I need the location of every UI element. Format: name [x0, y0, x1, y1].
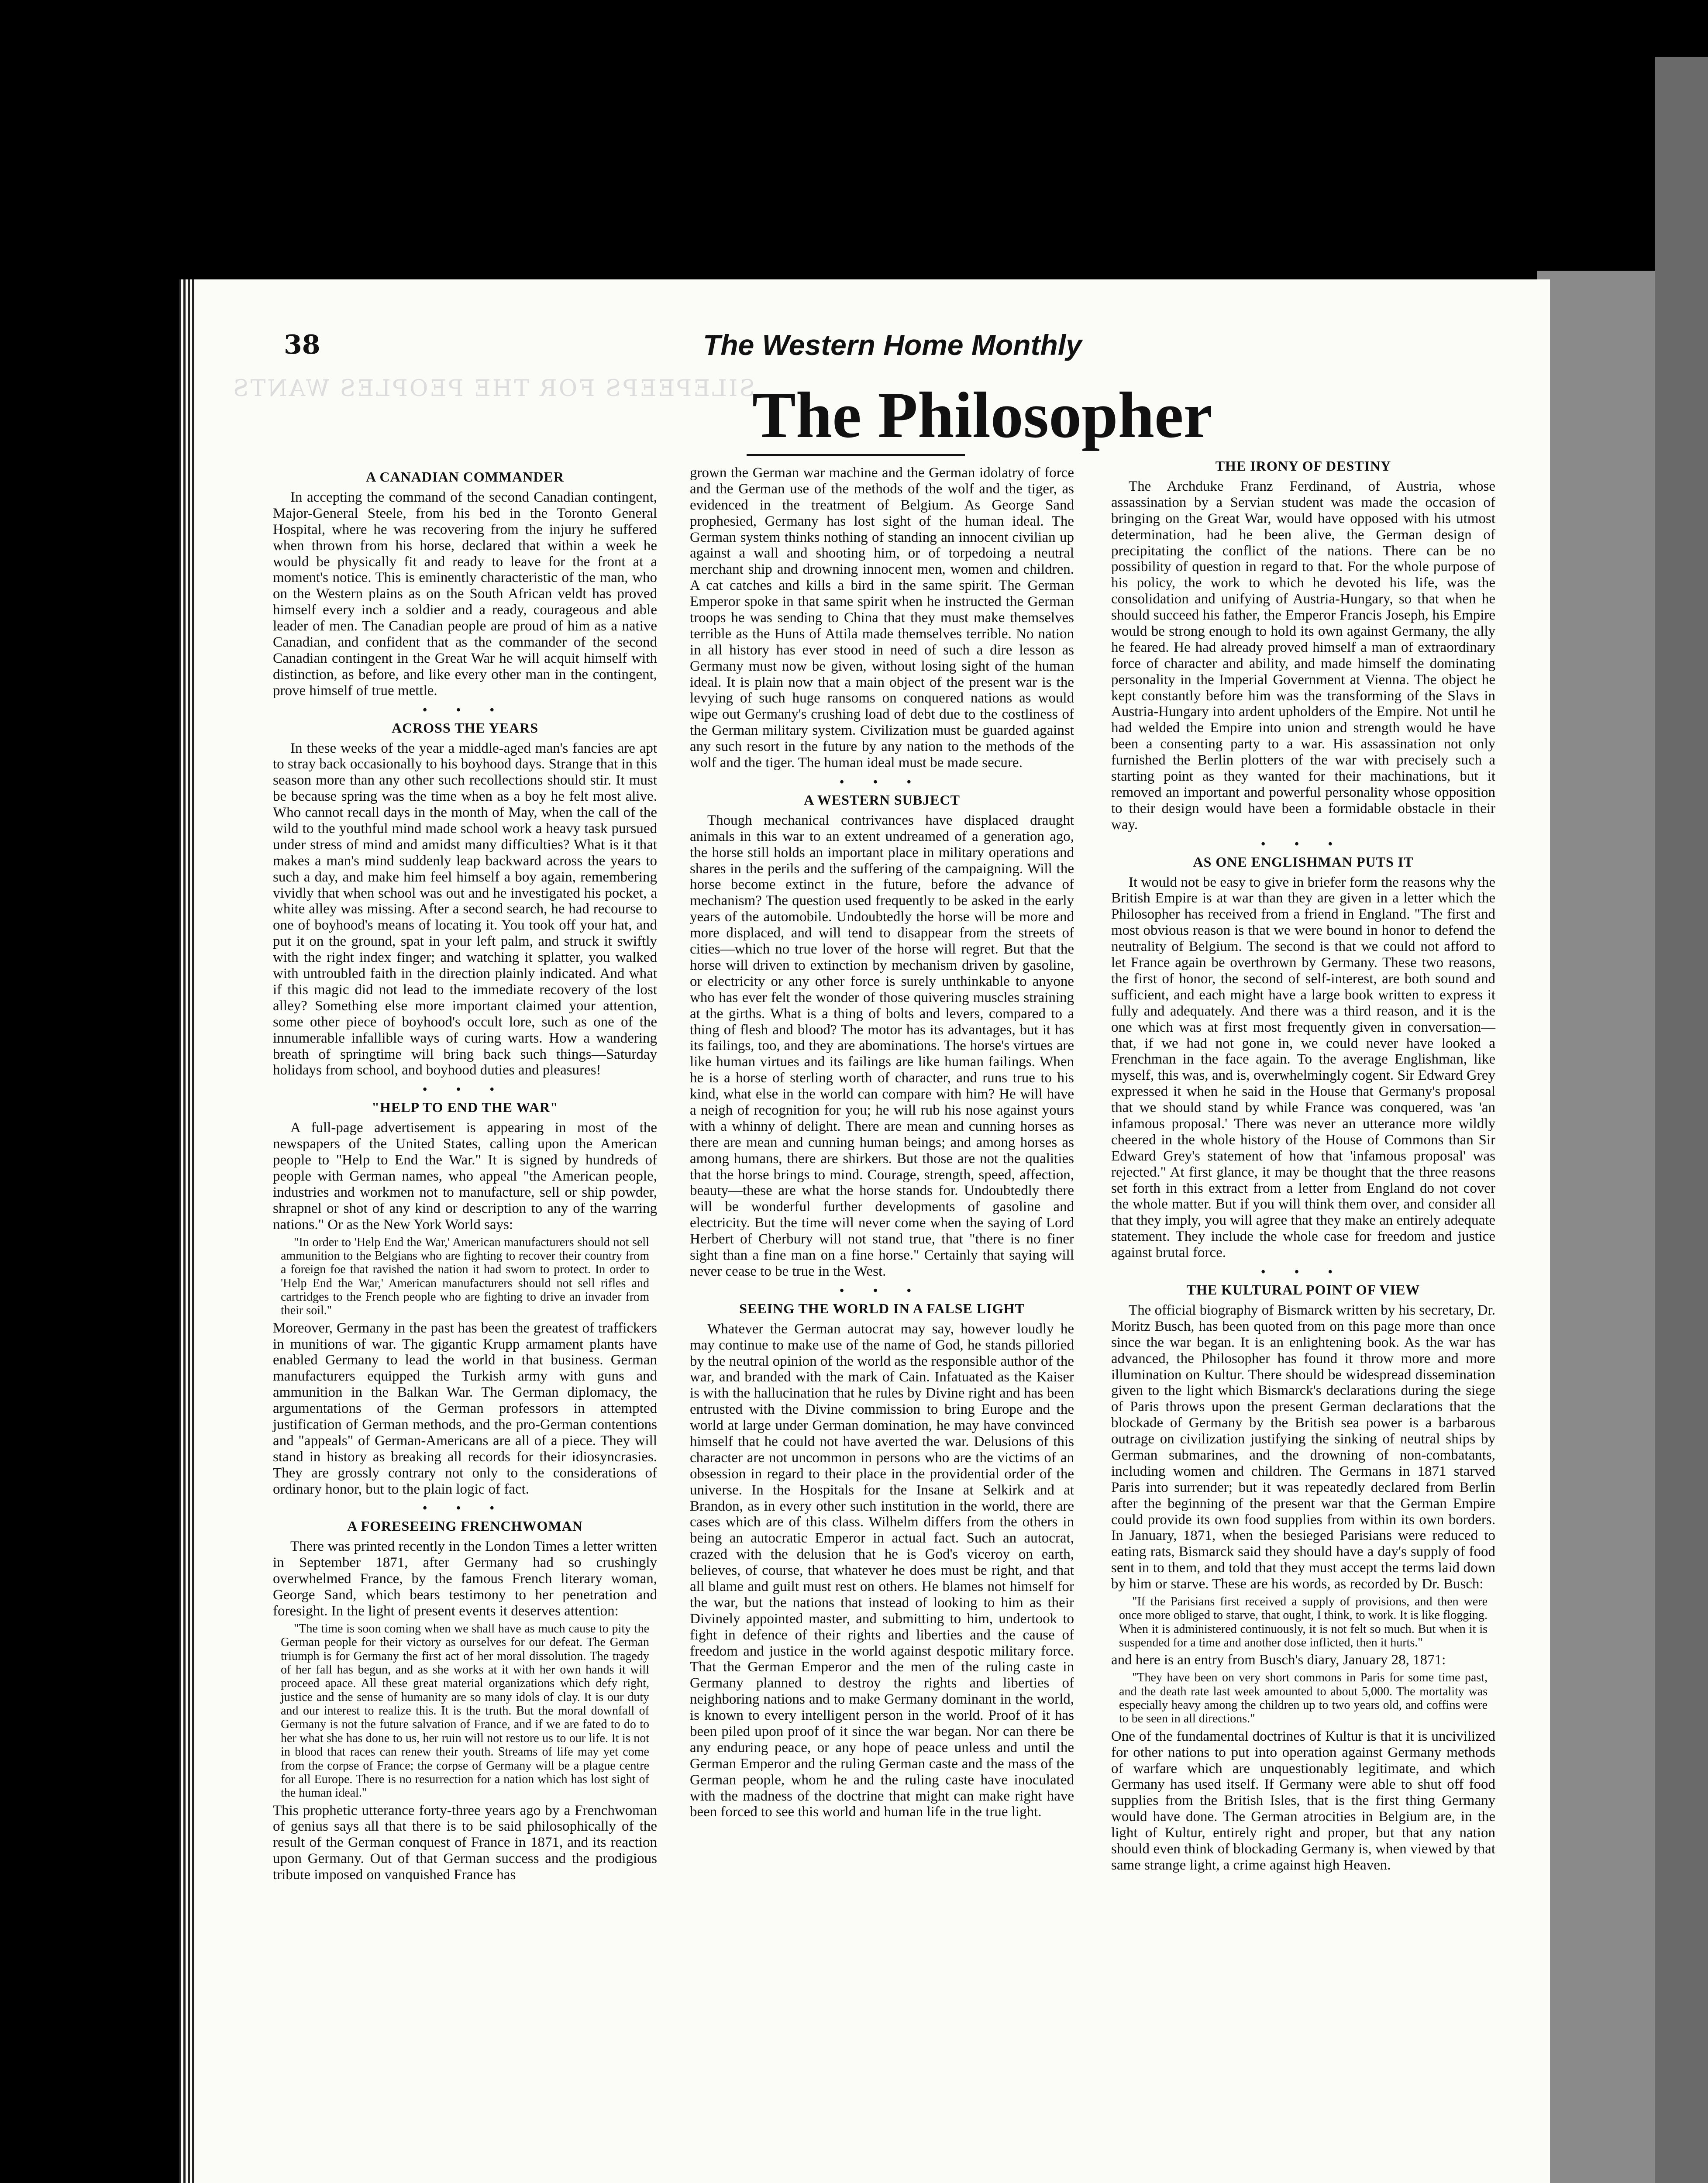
block-quote: "If the Parisians first received a supply of provisions, and then were once more obliged to starve, that ought, I think, to work. It is like flogging. When it is administered continuously, it is not felt so much. But when it is suspended for a time and another dose inflicted, then it hurts.": [1119, 1595, 1488, 1650]
separator: • • •: [840, 775, 924, 789]
separator: • • •: [1261, 837, 1346, 851]
paragraph: The official biography of Bismarck written by his secretary, Dr. Moritz Busch, has been quoted from on this page more than once since the war began. It is an enlightening book. As the war has advanced, the Philosopher has found it throw more and more illumination on Kultur. There should be widespread dissemination given to the light which Bismarck's declarations during the siege of Paris throws upon the present German declarations that the blockade of Germany by the British sea power is a barbarous outrage on civilization justifying the sinking of neutral ships by German submarines, and the drowning of non-combatants, including women and children. The Germans in 1871 starved Paris into surrender; but it was repeatedly declared from Berlin after the beginning of the present war that the German Empire could provide its own food supplies from within its own borders. In January, 1871, when the besieged Parisians were reduced to eating rats, Bismarck said they should have a day's supply of food sent in to them, and told that they must accept the terms laid down by him or starve. These are his words, as recorded by Dr. Busch:: [1111, 1302, 1495, 1592]
section-heading: THE KULTURAL POINT OF VIEW: [1186, 1281, 1420, 1298]
paragraph: grown the German war machine and the German idolatry of force and the German use of the methods of the wolf and the tiger, as evidenced in the treatment of Belgium. As George Sand prophesied, Germany has lost sight of the human ideal. The German system thinks nothing of standing an innocent civilian up against a wall and shooting him, or of torpedoing a neutral merchant ship and drowning innocent men, women and children. A cat catches and kills a bird in the same spirit. The German Emperor spoke in that same spirit when he instructed the German troops he was sending to China that they must make themselves terrible as the Huns of Attila made themselves terrible. No nation in all history has ever stood in need of such a dire lesson as Germany must now be given, without losing sight of the human ideal. It is plain now that a main object of the present war is the levying of such huge ransoms on conquered nations as would wipe out Germany's crushing load of debt due to the costliness of the German military system. Civilization must be guarded against any such resort in the future by any nation to the methods of the wolf and the tiger. The human ideal must be made secure.: [690, 465, 1074, 771]
block-quote: "The time is soon coming when we shall have as much cause to pity the German people for their victory as ourselves for our defeat. The German triumph is for Germany the first act of her moral dissolution. The tragedy of her fall has begun, and as she works at it with her own hands it will proceed apace. All these great material organizations which defy right, justice and the sense of humanity are so many idols of clay. It is our duty and our interest to realize this. It is the truth. But the moral downfall of Germany is not the future salvation of France, and if we are fated to do to her what she has done to us, her ruin will not restore us to our life. It is not in blood that races can renew their youth. Streams of life may yet come from the corpse of France; the corpse of Germany will be a plague centre for all Europe. There is no resurrection for a nation which has lost sight of the human ideal.": [281, 1622, 649, 1800]
section-heading: A WESTERN SUBJECT: [804, 792, 960, 808]
scanner-frame: [1655, 57, 1708, 2183]
block-quote: "They have been on very short commons in Paris for some time past, and the death rate last week amounted to about 5,000. The mortality was especially heavy among the children up to two years old, and coffins were to be seen in all directions.": [1119, 1671, 1488, 1726]
paragraph: It would not be easy to give in briefer form the reasons why the British Empire is at war than they are given in a letter which the Philosopher has received from a friend in England. "The first and most obvious reason is that we were bound in honor to defend the neutrality of Belgium. The second is that we could not afford to let France again be overthrown by Germany. These two reasons, the first of honor, the second of self-interest, are both sound and sufficient, and each might have a large book written to express it fully and adequately. And there was a third reason, and it is the one which was at first most frequently given in conversation—that, if we had not gone in, we could never have looked a Frenchman in the face again. To the average Englishman, like myself, this was, and is, overwhelmingly cogent. Sir Edward Grey expressed it when he said in the House that Germany's proposal that we should stand by while France was conquered, was 'an infamous proposal.' There was never an utterance more wildly cheered in the whole history of the House of Commons than Sir Edward Grey's statement of how that 'infamous proposal' was rejected." At first glance, it may be thought that the three reasons set forth in this extract from a letter from England do not cover the whole matter. But if you will think them over, and consider all that they imply, you will agree that they make an entirely adequate statement. They include the whole case for freedom and justice against brutal force.: [1111, 874, 1495, 1261]
section-heading: "HELP TO END THE WAR": [372, 1099, 558, 1116]
column-2: [690, 465, 1074, 1820]
paragraph: One of the fundamental doctrines of Kultur is that it is uncivilized for other nations to put into operation against Germany methods of warfare which are unquestionably legitimate, and which Germany has used itself. If Germany were able to shut off food supplies from the British Isles, that is the first thing Germany would have done. The German atrocities in Belgium are, in the light of Kultur, entirely right and proper, but that any nation should even think of blockading Germany is, when viewed by that same strange light, a crime against high Heaven.: [1111, 1728, 1495, 1873]
section-heading: ACROSS THE YEARS: [391, 720, 539, 736]
section-heading: A FORESEEING FRENCHWOMAN: [347, 1518, 583, 1534]
page-number: 38: [284, 330, 320, 360]
page-binding-edge: [179, 279, 196, 2183]
paragraph: Though mechanical contrivances have displaced draught animals in this war to an extent undreamed of a generation ago, the horse still holds an important place in military operations and shares in the perils and the suffering of the campaigning. Will the horse become extinct in the future, before the advance of mechanism? The question used frequently to be asked in the early years of the automobile. Undoubtedly the horse will be more and more displaced, and will tend to disappear from the streets of cities—which no true lover of the horse will regret. But that the horse will driven to extinction by mechanism driven by gasoline, or electricity or any other force is surely unthinkable to anyone who has ever felt the wonder of those quivering muscles straining at the girths. What is a thing of bolts and levers, compared to a thing of flesh and blood? The motor has its advantages, but it has its failings, too, and they are abominations. The horse's virtues are like human virtues and its failings are like human failings. When he is a horse of sterling worth of character, and runs true to his kind, what else in the world can compare with him? He will have a neigh of recognition for you; he will rub his nose against yours with a whinny of delight. There are mean and cunning horses as there are mean and cunning human beings; and among horses as among humans, there are shirkers. But those are not the qualities that the horse brings to mind. Courage, strength, speed, affection, beauty—these are what the horse stands for. Undoubtedly there will be wonderful further developments of gasoline and electricity. But the time will never come when the saying of Lord Herbert of Cherbury will not stand true, that "there is no finer sight than a fine man on a fine horse." Certainly that saying will never cease to be true in the West.: [690, 812, 1074, 1279]
paragraph: In these weeks of the year a middle-aged man's fancies are apt to stray back occasionally to his boyhood days. Strange that in this season more than any other such recollections should stir. It must be because spring was the time when as a boy he felt most alive. Who cannot recall days in the month of May, when the call of the wild to the youthful mind made school work a heavy task pursued under stress of mind and amidst many difficulties? What is it that makes a man's mind suddenly leap backward across the years to such a day, and make him feel himself a boy again, remembering vividly that when school was out and he investigated his pocket, a white alley was missing. After a second search, he had recourse to one of boyhood's means of locating it. You took off your hat, and put it on the ground, spat in your left palm, and struck it swiftly with the right index finger; and watching it splatter, you walked with untroubled faith in the direction plainly indicated. And what if this magic did not lead to the immediate recovery of the lost alley? Something else more important claimed your attention, some other piece of boyhood's occult lore, such as one of the innumerable infallible ways of curing warts. How a wandering breath of springtime will bring back such things—Saturday holidays from school, and boyhood duties and pleasures!: [273, 740, 657, 1078]
paragraph: In accepting the command of the second Canadian contingent, Major-General Steele, from his bed in the Toronto General Hospital, where he was recovering from the injury he suffered when thrown from his horse, declared that within a week he would be physically fit and ready to leave for the front at a moment's notice. This is eminently characteristic of the man, who on the Western plains as on the South African veldt has proved himself every inch a soldier and a ready, courageous and able leader of men. The Canadian people are proud of him as a native Canadian, and confident that as the commander of the second Canadian contingent in the Great War he will acquit himself with distinction, as before, and like every other man in the contingent, prove himself of true mettle.: [273, 489, 657, 699]
paragraph: The Archduke Franz Ferdinand, of Austria, whose assassination by a Servian student was made the occasion of bringing on the Great War, would have opposed with his utmost determination, had he been alive, the German design of precipitating the conflict of the nations. There can be no possibility of question in regard to that. For the whole purpose of his policy, the work to which he devoted his life, was the consolidation and unifying of Austria-Hungary, so that when he should succeed his father, the Emperor Francis Joseph, his Empire would be strong enough to hold its own against Germany, the ally he feared. He had already proved himself a man of extraordinary force of character and ability, and made himself the dominating personality in the Imperial Government at Vienna. The object he kept constantly before him was the transforming of the Slavs in Austria-Hungary into ardent upholders of the Empire. Not until he had welded the Empire into union and strength would he have been a consenting party to a war. His assassination not only furnished the Berlin plotters of the war with precisely such a starting point as they wanted for their machinations, but it removed an important and powerful personality whose opposition to their design would have been a formidable obstacle in their way.: [1111, 479, 1495, 833]
page-title: The Philosopher: [752, 379, 1213, 451]
separator: • • •: [840, 1284, 924, 1298]
separator: • • •: [423, 1501, 507, 1515]
title-rule: [747, 454, 965, 456]
separator: • • •: [1261, 1265, 1346, 1279]
separator: • • •: [423, 703, 507, 717]
paragraph: Moreover, Germany in the past has been the greatest of traffickers in munitions of war. The gigantic Krupp armament plants have enabled Germany to lead the world in that business. German manufacturers equipped the Turkish army with guns and ammunition in the Balkan War. The German diplomacy, the argumentations of the German professors in attempted justification of German methods, and the pro-German contentions and "appeals" of German-Americans are all of a piece. They will stand in history as breaking all records for their idiosyncrasies. They are grossly contrary not only to the considerations of ordinary honor, but to the plain logic of fact.: [273, 1320, 657, 1497]
paragraph: A full-page advertisement is appearing in most of the newspapers of the United States, calling upon the American people to "Help to End the War." It is signed by hundreds of people with German names, who appeal "the American people, industries and workmen not to manufacture, sell or ship powder, shrapnel or shot of any kind or description to any of the warring nations." Or as the New York World says:: [273, 1120, 657, 1233]
bleed-through-text: SILEPEEPS FOR THE PEOPLES WANTS: [231, 375, 755, 402]
section-heading: A CANADIAN COMMANDER: [366, 469, 564, 485]
section-heading: THE IRONY OF DESTINY: [1215, 458, 1391, 474]
column-3: [1111, 456, 1495, 1873]
publication-title: The Western Home Monthly: [703, 329, 1082, 361]
paragraph: and here is an entry from Busch's diary, January 28, 1871:: [1111, 1652, 1446, 1668]
facing-page-edge: [1537, 271, 1655, 2183]
paragraph: This prophetic utterance forty-three years ago by a Frenchwoman of genius says all that there is to be said philosophically of the result of the German conquest of France in 1871, and its reaction upon Germany. Out of that German success and the prodigious tribute imposed on vanquished France has: [273, 1802, 657, 1883]
section-heading: AS ONE ENGLISHMAN PUTS IT: [1193, 854, 1414, 870]
block-quote: "In order to 'Help End the War,' American manufacturers should not sell ammunition to the Belgians who are fighting to recover their country from a foreign foe that ravished the nation it had sworn to protect. In order to 'Help End the War,' American manufacturers should not sell rifles and cartridges to the French people who are fighting to drive an invader from their soil.": [281, 1235, 649, 1318]
column-1: [273, 467, 657, 1883]
section-heading: SEEING THE WORLD IN A FALSE LIGHT: [739, 1300, 1025, 1316]
paragraph: Whatever the German autocrat may say, however loudly he may continue to make use of the name of God, he stands pilloried by the neutral opinion of the world as the responsible author of the war, and branded with the mark of Cain. Infatuated as the Kaiser is with the hallucination that he rules by Divine right and has been entrusted with the Divine commission to bring Europe and the world at large under German domination, he may have convinced himself that he could not have averted the war. Delusions of this character are not uncommon in persons who are the victims of an obsession in regard to their place in the providential order of the universe. In the Hospitals for the Insane at Selkirk and at Brandon, as in every other such institution in the world, there are cases which are of this class. Wilhelm differs from the others in being an autocratic Emperor in actual fact. Such an autocrat, crazed with the delusion that he is God's viceroy on earth, believes, of course, that whatever he does must be right, and that all blame and guilt must rest on others. He blames not himself for the war, but the nations that instead of looking to him as their Divinely appointed master, and submitting to him, undertook to fight in defence of their rights and liberties and the cause of freedom and justice in the world against despotic military force. That the German Emperor and the men of the ruling caste in Germany planned to destroy the rights and liberties of neighboring nations and to make Germany dominant in the world, is known to every intelligent person in the world. Proof of it has been piled upon proof of it since the war began. Nor can there be any enduring peace, or any hope of peace unless and until the German Emperor and the ruling German caste and the mass of the German people, whom he and the ruling caste have inoculated with the madness of the doctrine that might can make right have been forced to see this world and human life in the true light.: [690, 1321, 1074, 1820]
paragraph: There was printed recently in the London Times a letter written in September 1871, after Germany had so crushingly overwhelmed France, by the famous French literary woman, George Sand, which bears testimony to her penetration and foresight. In the light of present events it deserves attention:: [273, 1539, 657, 1619]
magazine-page: [179, 279, 1550, 2183]
separator: • • •: [423, 1083, 507, 1097]
